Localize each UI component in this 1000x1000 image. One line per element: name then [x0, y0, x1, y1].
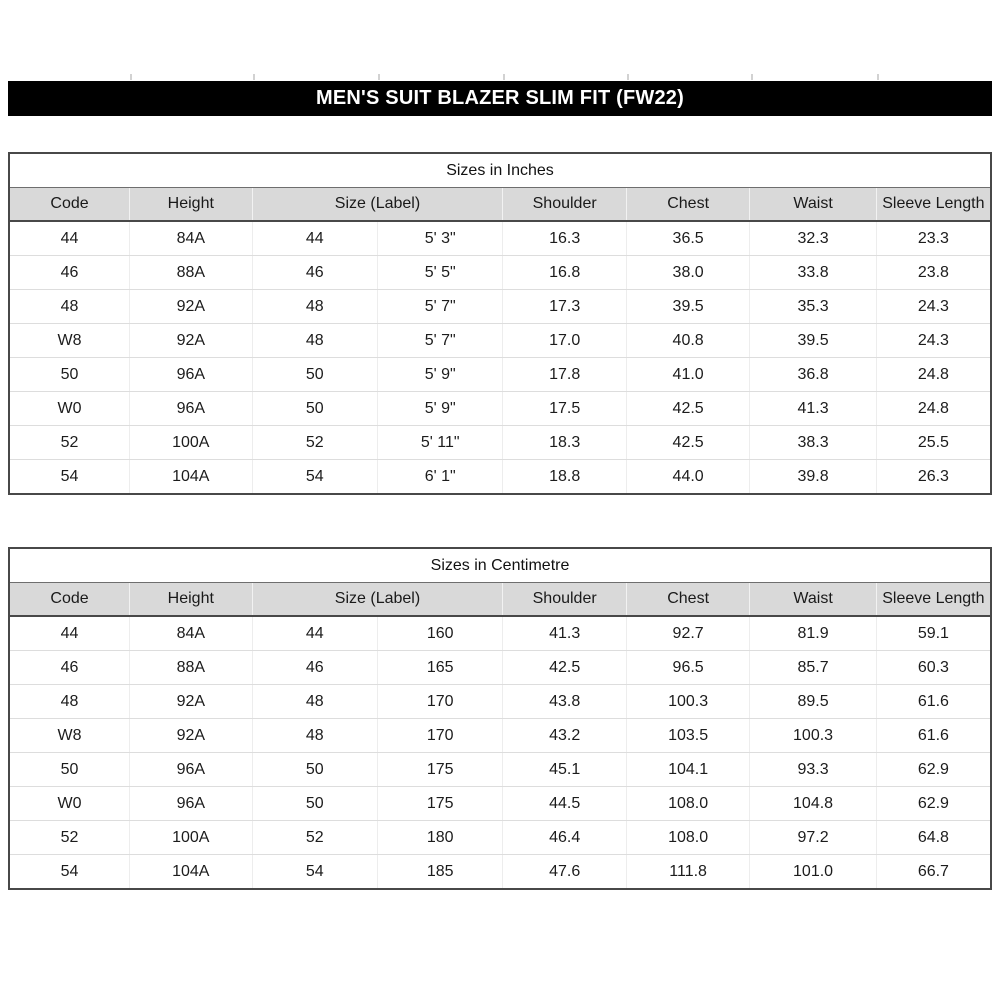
table-cell: 32.3 — [750, 221, 876, 256]
table-row — [10, 685, 990, 719]
table-cell: 100A — [130, 821, 253, 855]
table-cell: 103.5 — [626, 719, 749, 753]
table-cell: 16.8 — [503, 256, 626, 290]
table-cell: 44.0 — [626, 460, 749, 494]
table-cell: 18.3 — [503, 426, 626, 460]
table-cell: 52 — [252, 426, 377, 460]
table-row — [10, 426, 990, 460]
table-cell: 48 — [10, 685, 130, 719]
table-cell: 84A — [130, 616, 253, 651]
table-row — [10, 787, 990, 821]
table-cell: 185 — [377, 855, 502, 889]
table-cell: 48 — [252, 719, 377, 753]
table-cell: 54 — [252, 855, 377, 889]
table-cell: 17.0 — [503, 324, 626, 358]
table-cell: 17.8 — [503, 358, 626, 392]
table-cell: 50 — [10, 358, 130, 392]
table-cell: 39.8 — [750, 460, 876, 494]
table-cell: 59.1 — [876, 616, 990, 651]
table-cell: W8 — [10, 719, 130, 753]
table-cell: 48 — [252, 324, 377, 358]
size-table — [10, 583, 990, 888]
table-cell: 44.5 — [503, 787, 626, 821]
gridline-tick — [503, 74, 505, 80]
table-cell: 104A — [130, 460, 253, 494]
table-cell: 24.8 — [876, 392, 990, 426]
table-cell: 84A — [130, 221, 253, 256]
table-cell: 46.4 — [503, 821, 626, 855]
table-cell: 60.3 — [876, 651, 990, 685]
table-row — [10, 616, 990, 651]
table-cell: 44 — [10, 616, 130, 651]
table-cell: 104A — [130, 855, 253, 889]
table-cell: 46 — [10, 256, 130, 290]
table-cell: 48 — [252, 290, 377, 324]
table-cell: 16.3 — [503, 221, 626, 256]
table-cell: 108.0 — [626, 787, 749, 821]
column-header: Sleeve Length — [876, 583, 990, 616]
table-cell: 96A — [130, 358, 253, 392]
gridline-tick — [130, 74, 132, 80]
table-cell: 61.6 — [876, 685, 990, 719]
column-header: Sleeve Length — [876, 188, 990, 221]
column-header: Size (Label) — [252, 583, 503, 616]
table-cell: 111.8 — [626, 855, 749, 889]
table-cell: 24.8 — [876, 358, 990, 392]
table-cell: 24.3 — [876, 290, 990, 324]
table-cell: 39.5 — [626, 290, 749, 324]
table-cell: 62.9 — [876, 787, 990, 821]
table-cell: 23.8 — [876, 256, 990, 290]
table-cell: 88A — [130, 256, 253, 290]
size-table — [10, 188, 990, 493]
table-cell: 38.0 — [626, 256, 749, 290]
table-cell: 88A — [130, 651, 253, 685]
table-cell: 36.5 — [626, 221, 749, 256]
table-cell: 50 — [10, 753, 130, 787]
table-cell: 52 — [252, 821, 377, 855]
table-cell: 41.3 — [750, 392, 876, 426]
column-header: Chest — [626, 188, 749, 221]
table-row — [10, 821, 990, 855]
table-cell: 54 — [10, 855, 130, 889]
table-cell: 100.3 — [750, 719, 876, 753]
table-cell: 50 — [252, 753, 377, 787]
table-cell: 175 — [377, 753, 502, 787]
table-row — [10, 324, 990, 358]
column-header: Waist — [750, 583, 876, 616]
table-cell: 96A — [130, 787, 253, 821]
table-row — [10, 460, 990, 494]
table-cell: 36.8 — [750, 358, 876, 392]
table-row — [10, 221, 990, 256]
table-body — [10, 616, 990, 888]
table-cell: 5' 5" — [377, 256, 502, 290]
table-row — [10, 392, 990, 426]
table-row — [10, 719, 990, 753]
table-cell: 85.7 — [750, 651, 876, 685]
table-cell: 5' 7" — [377, 324, 502, 358]
column-header: Waist — [750, 188, 876, 221]
table-cell: 52 — [10, 821, 130, 855]
table-cell: 25.5 — [876, 426, 990, 460]
table-cell: 64.8 — [876, 821, 990, 855]
table-cell: 47.6 — [503, 855, 626, 889]
table-cell: 46 — [252, 651, 377, 685]
table-cell: 33.8 — [750, 256, 876, 290]
table-cell: 81.9 — [750, 616, 876, 651]
table-cell: 5' 11" — [377, 426, 502, 460]
table-cell: 48 — [252, 685, 377, 719]
table-cell: 92.7 — [626, 616, 749, 651]
table-cell: 26.3 — [876, 460, 990, 494]
table-row — [10, 753, 990, 787]
table-cell: 44 — [10, 221, 130, 256]
table-cell: 170 — [377, 685, 502, 719]
gridline-tick — [877, 74, 879, 80]
table-row — [10, 358, 990, 392]
table-cell: 6' 1" — [377, 460, 502, 494]
table-cell: 48 — [10, 290, 130, 324]
product-title: MEN'S SUIT BLAZER SLIM FIT (FW22) — [315, 87, 684, 109]
table-cell: 40.8 — [626, 324, 749, 358]
table-cell: 24.3 — [876, 324, 990, 358]
table-cell: 46 — [10, 651, 130, 685]
table-cell: 96A — [130, 392, 253, 426]
table-cell: 41.3 — [503, 616, 626, 651]
table-cell: 42.5 — [626, 392, 749, 426]
table-cell: 180 — [377, 821, 502, 855]
gridline-tick — [378, 74, 380, 80]
table-cell: 43.8 — [503, 685, 626, 719]
table-cell: 35.3 — [750, 290, 876, 324]
table-cell: 89.5 — [750, 685, 876, 719]
table-cell: 17.5 — [503, 392, 626, 426]
table-cell: 5' 7" — [377, 290, 502, 324]
table-cell: 101.0 — [750, 855, 876, 889]
column-header: Size (Label) — [252, 188, 503, 221]
table-cell: 52 — [10, 426, 130, 460]
table-cell: 92A — [130, 719, 253, 753]
header-row — [10, 188, 990, 221]
header-row — [10, 583, 990, 616]
centimetre-size-table — [8, 547, 992, 890]
table-cell: 54 — [10, 460, 130, 494]
table-title: Sizes in Inches — [10, 154, 990, 188]
table-cell: 23.3 — [876, 221, 990, 256]
table-cell: 5' 3" — [377, 221, 502, 256]
table-title: Sizes in Centimetre — [10, 549, 990, 583]
table-cell: 46 — [252, 256, 377, 290]
table-cell: 160 — [377, 616, 502, 651]
gridline-tick — [627, 74, 629, 80]
table-cell: 92A — [130, 685, 253, 719]
table-cell: 93.3 — [750, 753, 876, 787]
table-cell: 61.6 — [876, 719, 990, 753]
table-cell: 38.3 — [750, 426, 876, 460]
table-body — [10, 221, 990, 493]
table-cell: 41.0 — [626, 358, 749, 392]
table-cell: 104.1 — [626, 753, 749, 787]
table-cell: 92A — [130, 290, 253, 324]
table-cell: 108.0 — [626, 821, 749, 855]
table-cell: 100.3 — [626, 685, 749, 719]
table-cell: 96A — [130, 753, 253, 787]
table-cell: 54 — [252, 460, 377, 494]
table-cell: W0 — [10, 392, 130, 426]
column-header: Chest — [626, 583, 749, 616]
table-row — [10, 651, 990, 685]
table-cell: 96.5 — [626, 651, 749, 685]
table-cell: 175 — [377, 787, 502, 821]
table-cell: 100A — [130, 426, 253, 460]
table-cell: 50 — [252, 392, 377, 426]
column-header: Code — [10, 188, 130, 221]
table-cell: 39.5 — [750, 324, 876, 358]
table-cell: W8 — [10, 324, 130, 358]
column-header: Shoulder — [503, 583, 626, 616]
table-cell: 18.8 — [503, 460, 626, 494]
table-cell: 45.1 — [503, 753, 626, 787]
table-cell: 66.7 — [876, 855, 990, 889]
table-cell: 50 — [252, 358, 377, 392]
table-cell: W0 — [10, 787, 130, 821]
table-cell: 43.2 — [503, 719, 626, 753]
gridline-tick — [253, 74, 255, 80]
table-cell: 42.5 — [626, 426, 749, 460]
table-row — [10, 855, 990, 889]
table-cell: 92A — [130, 324, 253, 358]
column-header: Code — [10, 583, 130, 616]
column-header: Shoulder — [503, 188, 626, 221]
product-title-bar — [8, 81, 992, 116]
table-cell: 44 — [252, 616, 377, 651]
table-cell: 5' 9" — [377, 392, 502, 426]
table-cell: 165 — [377, 651, 502, 685]
table-cell: 97.2 — [750, 821, 876, 855]
gridline-tick — [751, 74, 753, 80]
table-cell: 17.3 — [503, 290, 626, 324]
table-cell: 5' 9" — [377, 358, 502, 392]
table-cell: 104.8 — [750, 787, 876, 821]
table-cell: 42.5 — [503, 651, 626, 685]
table-row — [10, 256, 990, 290]
column-header: Height — [130, 583, 253, 616]
table-cell: 62.9 — [876, 753, 990, 787]
table-cell: 170 — [377, 719, 502, 753]
column-header: Height — [130, 188, 253, 221]
table-cell: 44 — [252, 221, 377, 256]
table-row — [10, 290, 990, 324]
table-cell: 50 — [252, 787, 377, 821]
inches-size-table — [8, 152, 992, 495]
